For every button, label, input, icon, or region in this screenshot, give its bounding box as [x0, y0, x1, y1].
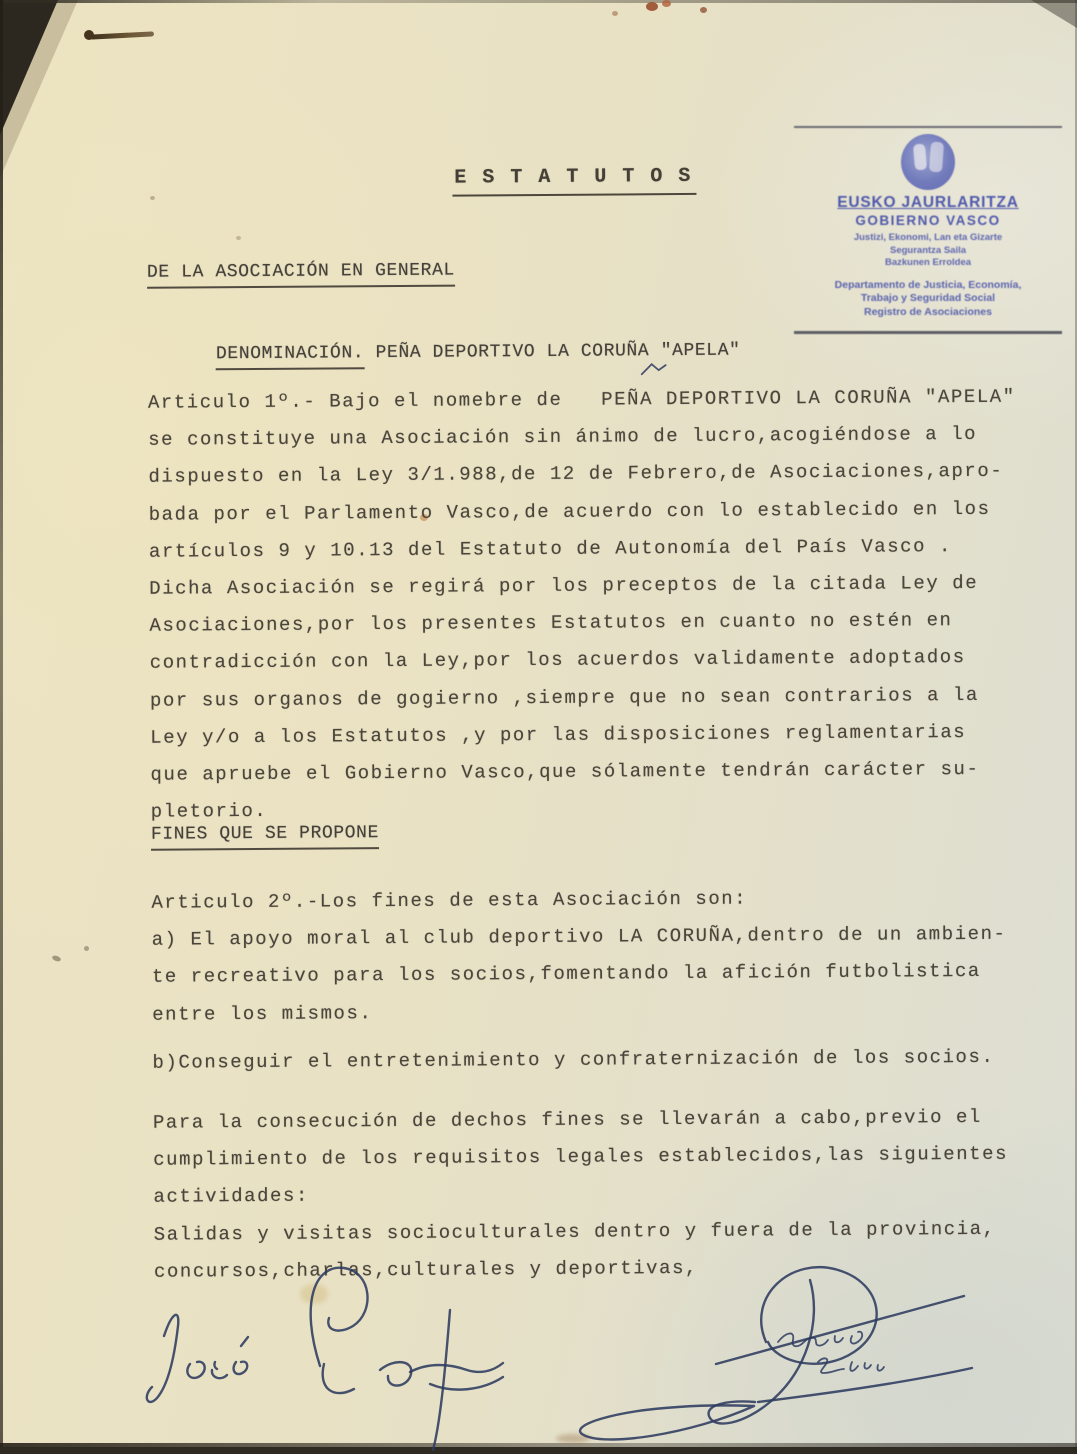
- text-line: Ley y/o a los Estatutos ,y por las disposiciones reglamentarias: [150, 714, 979, 757]
- stamp-text-line: Trabajo y Seguridad Social: [794, 292, 1062, 306]
- stamp-text-line: Segurantza Saila: [794, 245, 1062, 258]
- text-line: que apruebe el Gobierno Vasco,que sólamente tendrán carácter su-: [150, 751, 979, 794]
- section-heading-general: DE LA ASOCIACIÓN EN GENERAL: [147, 261, 455, 289]
- signature-ink-left: [147, 1268, 503, 1450]
- text-line: por sus organos de gogierno ,siempre que no sean contrarios a la: [150, 677, 979, 720]
- text-line: Articulo 1º.- Bajo el nomebre de PEÑA DEPORTIVO LA CORUÑA "APELA": [148, 379, 1016, 422]
- stamp-dept-basque: [794, 232, 1062, 270]
- stamp-text-line: Bazkunen Erroldea: [794, 257, 1062, 270]
- text-line: b)Conseguir el entretenimiento y confraternización de los socios.: [152, 1039, 994, 1082]
- paragraph-2: [149, 565, 980, 831]
- stamp-dept-spanish: [794, 279, 1062, 320]
- ink-mark: [640, 361, 674, 377]
- item-b-line: [152, 1039, 994, 1082]
- text-line: bada por el Parlamento Vasco,de acuerdo con lo establecido en los: [149, 490, 1017, 533]
- page-title: E S T A T U T O S: [452, 165, 696, 197]
- text-line: Asociaciones,por los presentes Estatutos en cuanto no estén en: [149, 602, 978, 645]
- article-2-paragraph: [151, 879, 1007, 1034]
- stamp-text-line: Registro de Asociaciones: [794, 306, 1062, 320]
- text-line: actividades:: [153, 1173, 1008, 1216]
- government-seal-icon: [901, 134, 955, 190]
- text-line: Salidas y visitas socioculturales dentro y fuera de la provincia,: [154, 1210, 1009, 1253]
- text-line: Para la consecución de dechos fines se llevarán a cabo,previo el: [153, 1099, 1008, 1142]
- text-line: a) El apoyo moral al club deportivo LA CORUÑA,dentro de un ambien-: [152, 916, 1007, 959]
- text-line: Articulo 2º.-Los fines de esta Asociación son:: [151, 879, 1006, 922]
- text-line: Dicha Asociación se regirá por los preceptos de la citada Ley de: [149, 565, 978, 608]
- text-line: artículos 9 y 10.13 del Estatuto de Autonomía del País Vasco .: [149, 527, 1017, 570]
- signatures: [118, 1244, 998, 1454]
- text-line: pletorio.: [151, 788, 980, 831]
- section-heading-fines: FINES QUE SE PROPONE: [151, 823, 379, 851]
- government-stamp: [794, 126, 1062, 334]
- article-1-paragraph: [148, 379, 1017, 571]
- signature-ink-right: [580, 1267, 972, 1439]
- text-line: dispuesto en la Ley 3/1.988,de 12 de Febrero,de Asociaciones,apro-: [148, 453, 1016, 496]
- denominacion-label: DENOMINACIÓN.: [216, 343, 364, 370]
- text-line: entre los mismos.: [152, 990, 1007, 1033]
- text-line: te recreativo para los socios,fomentando la afición futbolistica: [152, 953, 1007, 996]
- text-line: concursos,charlas,culturales y deportivas,: [154, 1248, 1009, 1291]
- denominacion-value: PEÑA DEPORTIVO LA CORUÑA "APELA": [364, 341, 740, 364]
- text-line: se constituye una Asociación sin ánimo de lucro,acogiéndose a lo: [148, 416, 1016, 459]
- stamp-agency-basque: EUSKO JAURLARITZA: [794, 194, 1062, 212]
- text-line: cumplimiento de los requisitos legales establecidos,las siguientes: [153, 1136, 1008, 1179]
- text-line: contradicción con la Ley,por los acuerdos validamente adoptados: [150, 639, 979, 682]
- stamp-agency-spanish: GOBIERNO VASCO: [794, 213, 1062, 228]
- stamp-text-line: Justizi, Ekonomi, Lan eta Gizarte: [794, 232, 1062, 245]
- stamp-text-line: Departamento de Justicia, Economía,: [794, 279, 1062, 293]
